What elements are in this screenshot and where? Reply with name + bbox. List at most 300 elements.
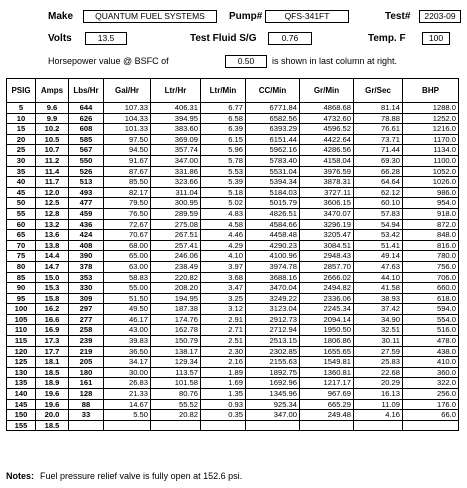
table-cell: 85 bbox=[7, 272, 36, 283]
table-cell: 18.1 bbox=[36, 357, 69, 368]
table-cell: 1692.96 bbox=[246, 378, 300, 389]
table-cell: 493 bbox=[69, 187, 104, 198]
table-cell: 4868.68 bbox=[300, 103, 354, 114]
table-cell: 16.13 bbox=[354, 389, 403, 400]
table-cell: 91.67 bbox=[104, 155, 151, 166]
table-cell: 1345.96 bbox=[246, 389, 300, 400]
table-cell: 66.28 bbox=[354, 166, 403, 177]
table-cell bbox=[151, 420, 201, 431]
table-cell: 115 bbox=[7, 336, 36, 347]
table-cell: 756.0 bbox=[403, 261, 459, 272]
table-cell: 104.33 bbox=[104, 113, 151, 124]
table-cell: 608 bbox=[69, 124, 104, 135]
table-cell: 46.17 bbox=[104, 314, 151, 325]
table-row bbox=[7, 240, 459, 251]
table-cell: 125 bbox=[7, 357, 36, 368]
table-cell: 816.0 bbox=[403, 240, 459, 251]
table-cell: 4.29 bbox=[201, 240, 246, 251]
table-cell: 2.91 bbox=[201, 314, 246, 325]
table-cell: 410.0 bbox=[403, 357, 459, 368]
table-cell: 68.00 bbox=[104, 240, 151, 251]
table-cell: 2155.63 bbox=[246, 357, 300, 368]
table-cell: 2857.70 bbox=[300, 261, 354, 272]
table-cell: 180 bbox=[69, 367, 104, 378]
table-cell: 3976.59 bbox=[300, 166, 354, 177]
table-cell: 51.50 bbox=[104, 293, 151, 304]
table-cell: 36.50 bbox=[104, 346, 151, 357]
table-row bbox=[7, 420, 459, 431]
table-cell: 5.53 bbox=[201, 166, 246, 177]
table-cell: 5 bbox=[7, 103, 36, 114]
table-cell: 550 bbox=[69, 155, 104, 166]
hp-suffix: is shown in last column at right. bbox=[272, 56, 398, 66]
table-cell bbox=[300, 420, 354, 431]
table-cell: 78.88 bbox=[354, 113, 403, 124]
temp-field: 100 bbox=[422, 32, 450, 45]
table-cell: 20.0 bbox=[36, 410, 69, 421]
table-cell: 408 bbox=[69, 240, 104, 251]
table-cell: 2513.15 bbox=[246, 336, 300, 347]
table-cell: 10.5 bbox=[36, 134, 69, 145]
table-cell: 275.08 bbox=[151, 219, 201, 230]
table-cell: 925.34 bbox=[246, 399, 300, 410]
table-cell: 2.51 bbox=[201, 336, 246, 347]
table-cell: 3.68 bbox=[201, 272, 246, 283]
table-cell: 3878.31 bbox=[300, 177, 354, 188]
table-cell: 2494.82 bbox=[300, 283, 354, 294]
table-cell: 70 bbox=[7, 240, 36, 251]
table-cell: 66.0 bbox=[403, 410, 459, 421]
table-cell: 257.41 bbox=[151, 240, 201, 251]
table-row bbox=[7, 166, 459, 177]
table-cell: 30 bbox=[7, 155, 36, 166]
column-header: Lbs/Hr bbox=[69, 79, 104, 103]
table-cell: 331.86 bbox=[151, 166, 201, 177]
table-cell: 249.48 bbox=[300, 410, 354, 421]
table-cell: 353 bbox=[69, 272, 104, 283]
table-cell: 0.93 bbox=[201, 399, 246, 410]
table-cell: 1360.81 bbox=[300, 367, 354, 378]
column-header: Gal/Hr bbox=[104, 79, 151, 103]
table-cell: 967.69 bbox=[300, 389, 354, 400]
table-cell: 107.33 bbox=[104, 103, 151, 114]
table-cell: 16.6 bbox=[36, 314, 69, 325]
table-cell: 4458.48 bbox=[246, 230, 300, 241]
table-cell: 20.29 bbox=[354, 378, 403, 389]
table-row bbox=[7, 378, 459, 389]
table-cell: 1252.0 bbox=[403, 113, 459, 124]
table-cell: 11.09 bbox=[354, 399, 403, 410]
table-cell: 2336.06 bbox=[300, 293, 354, 304]
table-cell: 1950.50 bbox=[300, 325, 354, 336]
table-cell: 54.94 bbox=[354, 219, 403, 230]
table-cell bbox=[201, 420, 246, 431]
table-cell: 5531.04 bbox=[246, 166, 300, 177]
table-cell: 369.09 bbox=[151, 134, 201, 145]
table-cell: 15.8 bbox=[36, 293, 69, 304]
table-cell: 135 bbox=[7, 378, 36, 389]
table-cell: 644 bbox=[69, 103, 104, 114]
table-cell: 13.8 bbox=[36, 240, 69, 251]
table-cell: 81.14 bbox=[354, 103, 403, 114]
table-cell: 1216.0 bbox=[403, 124, 459, 135]
table-row bbox=[7, 230, 459, 241]
table-row bbox=[7, 219, 459, 230]
table-cell: 238.49 bbox=[151, 261, 201, 272]
table-cell: 1052.0 bbox=[403, 166, 459, 177]
table-cell: 16.2 bbox=[36, 304, 69, 315]
table-cell: 6771.84 bbox=[246, 103, 300, 114]
table-cell: 49.14 bbox=[354, 251, 403, 262]
table-cell: 53.42 bbox=[354, 230, 403, 241]
table-row bbox=[7, 314, 459, 325]
table-cell: 5.96 bbox=[201, 145, 246, 156]
table-cell: 39.83 bbox=[104, 336, 151, 347]
table-row bbox=[7, 113, 459, 124]
table-cell: 872.0 bbox=[403, 219, 459, 230]
table-row bbox=[7, 124, 459, 135]
table-cell: 347.00 bbox=[246, 410, 300, 421]
table-cell: 176.0 bbox=[403, 399, 459, 410]
table-cell: 187.38 bbox=[151, 304, 201, 315]
table-cell: 70.67 bbox=[104, 230, 151, 241]
table-cell: 208.20 bbox=[151, 283, 201, 294]
table-cell: 5394.34 bbox=[246, 177, 300, 188]
table-cell: 6.15 bbox=[201, 134, 246, 145]
table-cell: 406.31 bbox=[151, 103, 201, 114]
table-cell: 220.82 bbox=[151, 272, 201, 283]
table-cell: 9.9 bbox=[36, 113, 69, 124]
table-cell: 88 bbox=[69, 399, 104, 410]
table-cell: 12.5 bbox=[36, 198, 69, 209]
table-cell: 848.0 bbox=[403, 230, 459, 241]
table-row bbox=[7, 410, 459, 421]
table-cell: 194.95 bbox=[151, 293, 201, 304]
table-cell: 4290.23 bbox=[246, 240, 300, 251]
table-cell: 1217.17 bbox=[300, 378, 354, 389]
table-cell: 72.67 bbox=[104, 219, 151, 230]
table-cell: 390 bbox=[69, 251, 104, 262]
table-cell: 80 bbox=[7, 261, 36, 272]
table-cell: 1892.75 bbox=[246, 367, 300, 378]
table-cell: 150 bbox=[7, 410, 36, 421]
table-cell: 205 bbox=[69, 357, 104, 368]
table-cell: 12.8 bbox=[36, 208, 69, 219]
table-cell: 3.97 bbox=[201, 261, 246, 272]
table-cell: 63.00 bbox=[104, 261, 151, 272]
table-cell: 14.7 bbox=[36, 261, 69, 272]
table-cell: 438.0 bbox=[403, 346, 459, 357]
table-cell: 954.0 bbox=[403, 198, 459, 209]
table-cell: 357.74 bbox=[151, 145, 201, 156]
table-cell: 41.58 bbox=[354, 283, 403, 294]
table-cell: 360.0 bbox=[403, 367, 459, 378]
table-cell: 82.17 bbox=[104, 187, 151, 198]
pump-field: QFS-341FT bbox=[265, 10, 349, 23]
table-cell: 62.12 bbox=[354, 187, 403, 198]
table-row bbox=[7, 272, 459, 283]
table-cell: 4.46 bbox=[201, 230, 246, 241]
table-cell: 145 bbox=[7, 399, 36, 410]
table-row bbox=[7, 198, 459, 209]
table-cell: 3205.47 bbox=[300, 230, 354, 241]
table-row bbox=[7, 367, 459, 378]
table-row bbox=[7, 293, 459, 304]
table-cell: 22.68 bbox=[354, 367, 403, 378]
table-cell: 5962.16 bbox=[246, 145, 300, 156]
table-cell: 43.00 bbox=[104, 325, 151, 336]
table-cell bbox=[104, 420, 151, 431]
table-cell: 1.69 bbox=[201, 378, 246, 389]
table-cell: 297 bbox=[69, 304, 104, 315]
table-cell: 594.0 bbox=[403, 304, 459, 315]
table-row bbox=[7, 251, 459, 262]
table-cell: 300.95 bbox=[151, 198, 201, 209]
table-cell: 1.35 bbox=[201, 389, 246, 400]
table-cell: 69.30 bbox=[354, 155, 403, 166]
table-cell: 626 bbox=[69, 113, 104, 124]
table-cell: 150.79 bbox=[151, 336, 201, 347]
table-cell: 35 bbox=[7, 166, 36, 177]
table-row bbox=[7, 177, 459, 188]
table-cell: 1549.81 bbox=[300, 357, 354, 368]
table-cell: 277 bbox=[69, 314, 104, 325]
table-cell: 27.59 bbox=[354, 346, 403, 357]
test-field: 2203-09 bbox=[419, 10, 461, 23]
table-cell: 918.0 bbox=[403, 208, 459, 219]
fuel-flow-table bbox=[6, 78, 459, 431]
table-cell: 18.5 bbox=[36, 420, 69, 431]
table-cell: 394.95 bbox=[151, 113, 201, 124]
table-cell: 1100.0 bbox=[403, 155, 459, 166]
table-cell: 2.71 bbox=[201, 325, 246, 336]
table-cell: 6.58 bbox=[201, 113, 246, 124]
table-cell: 44.10 bbox=[354, 272, 403, 283]
table-cell: 37.42 bbox=[354, 304, 403, 315]
temp-label: Temp. F bbox=[368, 33, 406, 44]
table-cell: 3688.16 bbox=[246, 272, 300, 283]
table-cell: 2.30 bbox=[201, 346, 246, 357]
table-cell: 4.58 bbox=[201, 219, 246, 230]
table-cell: 3470.04 bbox=[246, 283, 300, 294]
table-cell: 4596.52 bbox=[300, 124, 354, 135]
column-header: Amps bbox=[36, 79, 69, 103]
table-cell: 90 bbox=[7, 283, 36, 294]
table-cell: 14.67 bbox=[104, 399, 151, 410]
table-cell: 2094.14 bbox=[300, 314, 354, 325]
table-cell: 129.34 bbox=[151, 357, 201, 368]
table-cell: 2.16 bbox=[201, 357, 246, 368]
table-cell: 3296.19 bbox=[300, 219, 354, 230]
table-cell: 11.4 bbox=[36, 166, 69, 177]
table-cell: 71.44 bbox=[354, 145, 403, 156]
table-cell: 459 bbox=[69, 208, 104, 219]
table-cell: 100 bbox=[7, 304, 36, 315]
table-cell: 289.59 bbox=[151, 208, 201, 219]
table-cell: 113.57 bbox=[151, 367, 201, 378]
table-cell: 378 bbox=[69, 261, 104, 272]
table-cell: 6151.44 bbox=[246, 134, 300, 145]
table-cell: 4.10 bbox=[201, 251, 246, 262]
table-cell: 5.78 bbox=[201, 155, 246, 166]
table-cell: 3606.15 bbox=[300, 198, 354, 209]
table-cell: 25.83 bbox=[354, 357, 403, 368]
table-cell: 87.67 bbox=[104, 166, 151, 177]
table-cell: 97.50 bbox=[104, 134, 151, 145]
table-cell: 14.4 bbox=[36, 251, 69, 262]
table-cell: 162.78 bbox=[151, 325, 201, 336]
table-cell: 13.2 bbox=[36, 219, 69, 230]
table-cell: 3123.04 bbox=[246, 304, 300, 315]
table-cell: 5.39 bbox=[201, 177, 246, 188]
table-cell: 85.50 bbox=[104, 177, 151, 188]
table-cell: 76.50 bbox=[104, 208, 151, 219]
table-cell: 2712.94 bbox=[246, 325, 300, 336]
table-cell: 513 bbox=[69, 177, 104, 188]
table-cell: 161 bbox=[69, 378, 104, 389]
make-field: QUANTUM FUEL SYSTEMS bbox=[83, 10, 217, 23]
column-header: PSIG bbox=[7, 79, 36, 103]
table-cell: 309 bbox=[69, 293, 104, 304]
table-cell: 101.58 bbox=[151, 378, 201, 389]
test-label: Test# bbox=[385, 11, 411, 22]
table-cell: 51.41 bbox=[354, 240, 403, 251]
table-cell: 18.5 bbox=[36, 367, 69, 378]
table-cell: 11.7 bbox=[36, 177, 69, 188]
table-row bbox=[7, 325, 459, 336]
table-cell: 267.51 bbox=[151, 230, 201, 241]
table-cell: 101.33 bbox=[104, 124, 151, 135]
table-cell: 12.0 bbox=[36, 187, 69, 198]
table-row bbox=[7, 389, 459, 400]
table-cell: 383.60 bbox=[151, 124, 201, 135]
table-row bbox=[7, 134, 459, 145]
table-cell: 3470.07 bbox=[300, 208, 354, 219]
table-cell: 618.0 bbox=[403, 293, 459, 304]
table-cell: 258 bbox=[69, 325, 104, 336]
table-header-row bbox=[7, 79, 459, 103]
table-cell: 2302.85 bbox=[246, 346, 300, 357]
table-cell: 3.25 bbox=[201, 293, 246, 304]
table-cell: 120 bbox=[7, 346, 36, 357]
table-cell: 20.82 bbox=[151, 410, 201, 421]
table-cell: 49.50 bbox=[104, 304, 151, 315]
table-cell: 50 bbox=[7, 198, 36, 209]
table-cell: 40 bbox=[7, 177, 36, 188]
notes-text: Fuel pressure relief valve is fully open at 152.6 psi. bbox=[40, 471, 243, 481]
table-cell: 55 bbox=[7, 208, 36, 219]
table-cell: 155 bbox=[7, 420, 36, 431]
table-cell: 1806.86 bbox=[300, 336, 354, 347]
table-cell: 4422.64 bbox=[300, 134, 354, 145]
table-cell: 17.3 bbox=[36, 336, 69, 347]
table-cell: 4286.56 bbox=[300, 145, 354, 156]
table-cell: 0.35 bbox=[201, 410, 246, 421]
table-cell: 80.76 bbox=[151, 389, 201, 400]
table-cell: 33 bbox=[69, 410, 104, 421]
table-cell: 256.0 bbox=[403, 389, 459, 400]
table-cell: 347.00 bbox=[151, 155, 201, 166]
table-cell: 6.77 bbox=[201, 103, 246, 114]
table-cell: 55.52 bbox=[151, 399, 201, 410]
table-cell: 11.2 bbox=[36, 155, 69, 166]
column-header: Gr/Min bbox=[300, 79, 354, 103]
table-cell: 10 bbox=[7, 113, 36, 124]
fluid-field: 0.76 bbox=[268, 32, 312, 45]
table-row bbox=[7, 336, 459, 347]
column-header: CC/Min bbox=[246, 79, 300, 103]
table-cell: 3727.11 bbox=[300, 187, 354, 198]
table-cell: 65.00 bbox=[104, 251, 151, 262]
column-header: BHP bbox=[403, 79, 459, 103]
table-cell: 64.64 bbox=[354, 177, 403, 188]
table-cell: 585 bbox=[69, 134, 104, 145]
table-row bbox=[7, 399, 459, 410]
table-cell: 94.50 bbox=[104, 145, 151, 156]
table-cell: 478.0 bbox=[403, 336, 459, 347]
table-cell: 1170.0 bbox=[403, 134, 459, 145]
table-cell: 246.06 bbox=[151, 251, 201, 262]
table-cell: 5015.79 bbox=[246, 198, 300, 209]
notes-label: Notes: bbox=[6, 471, 35, 481]
table-cell: 21.33 bbox=[104, 389, 151, 400]
table-cell: 5184.03 bbox=[246, 187, 300, 198]
table-cell: 477 bbox=[69, 198, 104, 209]
table-cell: 76.61 bbox=[354, 124, 403, 135]
table-cell: 516.0 bbox=[403, 325, 459, 336]
table-cell: 25 bbox=[7, 145, 36, 156]
volts-label: Volts bbox=[48, 33, 72, 44]
table-cell: 110 bbox=[7, 325, 36, 336]
table-cell: 20 bbox=[7, 134, 36, 145]
column-header: Gr/Sec bbox=[354, 79, 403, 103]
table-cell: 4100.96 bbox=[246, 251, 300, 262]
table-cell: 34.90 bbox=[354, 314, 403, 325]
bsfc-field: 0.50 bbox=[225, 55, 267, 68]
table-cell: 5783.40 bbox=[246, 155, 300, 166]
table-cell: 330 bbox=[69, 283, 104, 294]
table-cell: 6.39 bbox=[201, 124, 246, 135]
table-cell: 19.6 bbox=[36, 399, 69, 410]
table-row bbox=[7, 357, 459, 368]
table-cell: 1288.0 bbox=[403, 103, 459, 114]
table-cell: 26.83 bbox=[104, 378, 151, 389]
table-cell: 10.2 bbox=[36, 124, 69, 135]
table-cell: 4.16 bbox=[354, 410, 403, 421]
table-cell: 3.47 bbox=[201, 283, 246, 294]
table-cell: 95 bbox=[7, 293, 36, 304]
column-header: Ltr/Min bbox=[201, 79, 246, 103]
table-cell: 75 bbox=[7, 251, 36, 262]
table-cell: 5.50 bbox=[104, 410, 151, 421]
table-cell: 13.6 bbox=[36, 230, 69, 241]
table-cell: 6582.56 bbox=[246, 113, 300, 124]
table-cell bbox=[354, 420, 403, 431]
table-cell: 30.11 bbox=[354, 336, 403, 347]
table-cell: 10.7 bbox=[36, 145, 69, 156]
fluid-label: Test Fluid S/G bbox=[190, 33, 257, 44]
table-body bbox=[7, 103, 459, 431]
table-cell: 9.6 bbox=[36, 103, 69, 114]
table-cell bbox=[403, 420, 459, 431]
table-cell: 57.83 bbox=[354, 208, 403, 219]
table-cell: 239 bbox=[69, 336, 104, 347]
table-cell: 526 bbox=[69, 166, 104, 177]
table-cell: 128 bbox=[69, 389, 104, 400]
table-cell: 554.0 bbox=[403, 314, 459, 325]
table-cell: 1655.65 bbox=[300, 346, 354, 357]
table-cell bbox=[69, 420, 104, 431]
